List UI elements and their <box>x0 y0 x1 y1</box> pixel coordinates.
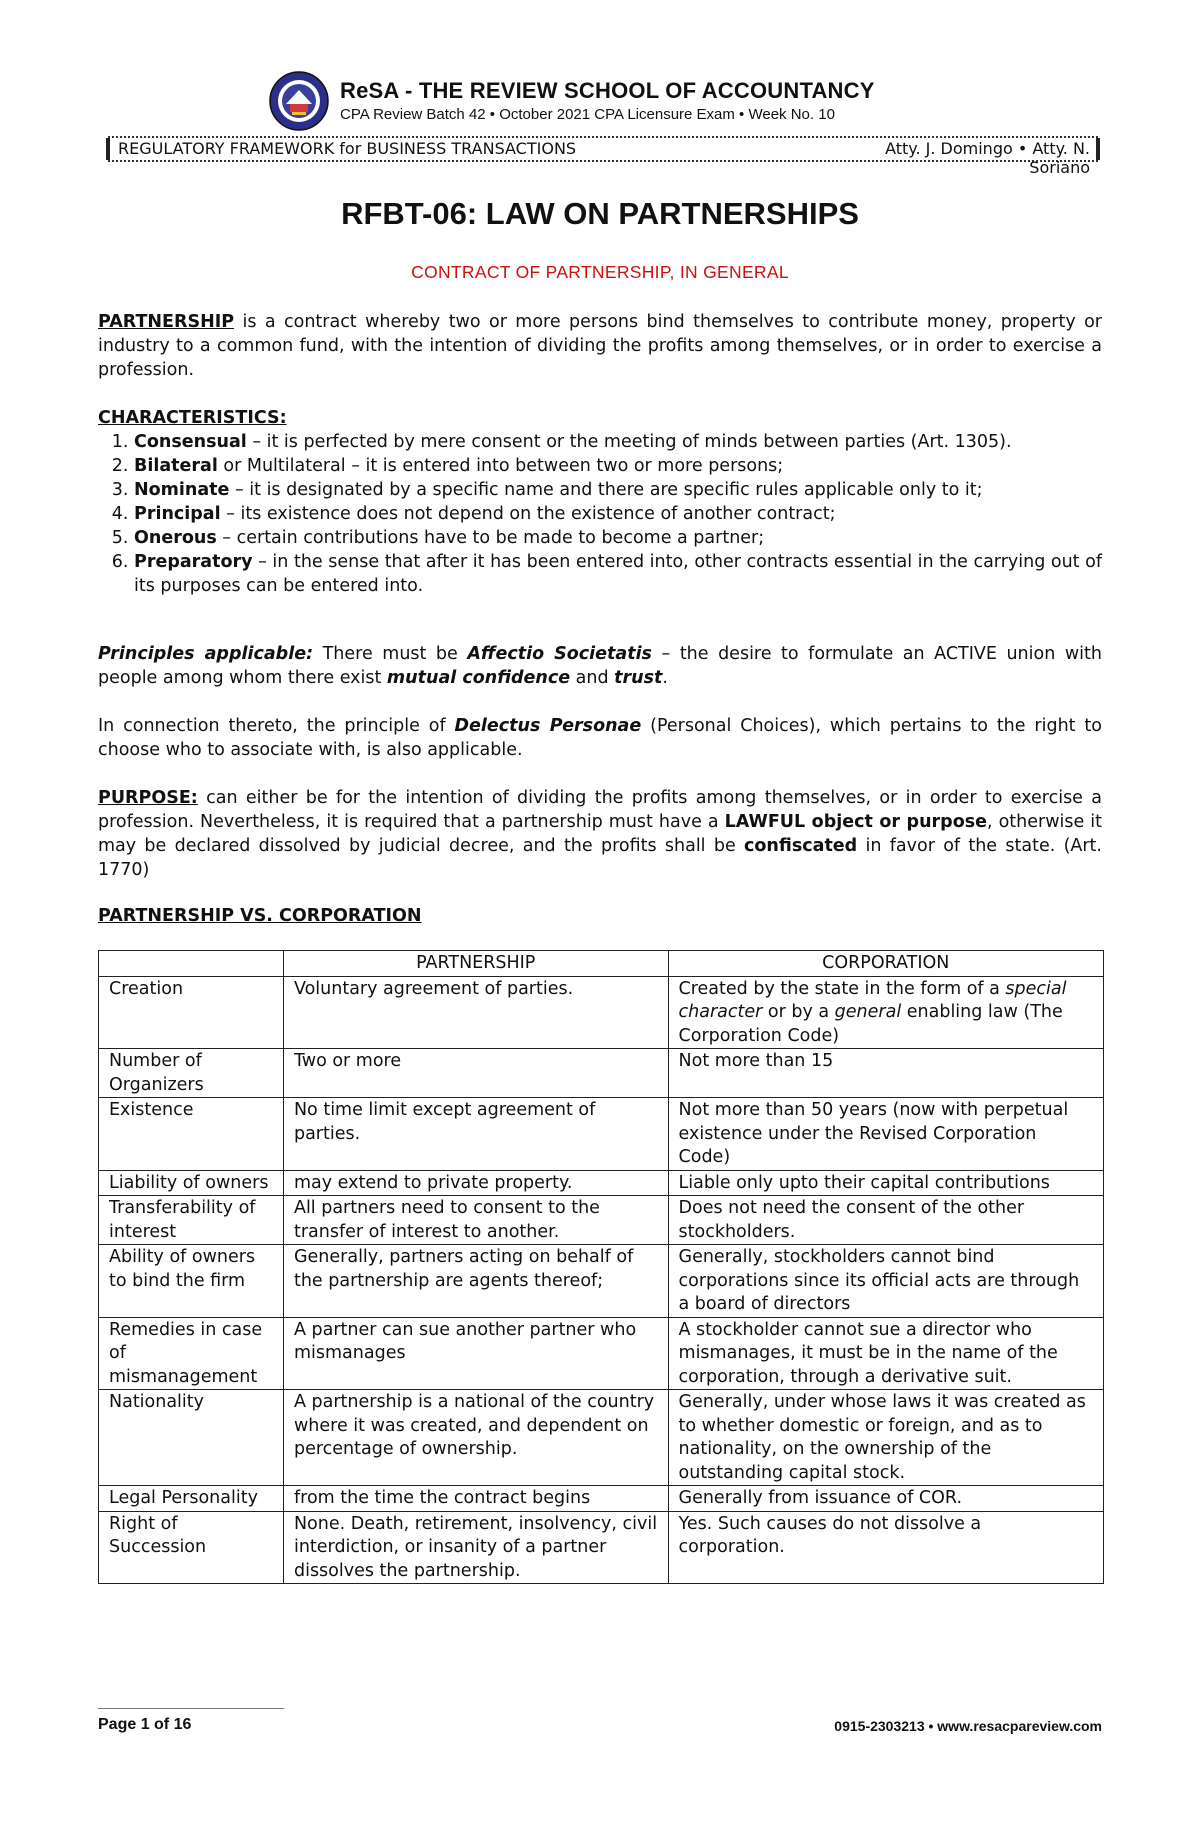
lawful-term: LAWFUL object or purpose <box>724 812 988 832</box>
partnership-cell: from the time the contract begins <box>283 1486 668 1512</box>
aspect-cell: Creation <box>99 976 284 1049</box>
partnership-cell: No time limit except agreement of parties. <box>283 1098 668 1171</box>
affectio-term: Affectio Societatis <box>467 644 652 664</box>
corporation-cell: Created by the state in the form of a special character or by a general enabling law (The Corporation Code) <box>668 976 1103 1049</box>
table-row <box>99 1317 1104 1390</box>
aspect-cell: Right of Succession <box>99 1511 284 1584</box>
instructors-label: Atty. J. Domingo • Atty. N. Soriano <box>885 139 1090 177</box>
aspect-cell: Legal Personality <box>99 1486 284 1512</box>
list-item: 5. Onerous – certain contributions have to be made to become a partner; <box>134 526 1102 550</box>
corporation-cell: Generally, under whose laws it was created as to whether domestic or foreign, and as to nationality, on the ownership of the outstanding capital stock. <box>668 1390 1103 1486</box>
list-item: 1. Consensual – it is perfected by mere consent or the meeting of minds between parties (Art. 1305). <box>134 430 1102 454</box>
table-row <box>99 1098 1104 1171</box>
list-item: 4. Principal – its existence does not depend on the existence of another contract; <box>134 502 1102 526</box>
corporation-cell: Not more than 50 years (now with perpetual existence under the Revised Corporation Code) <box>668 1098 1103 1171</box>
delectus-paragraph: In connection thereto, the principle of Delectus Personae (Personal Choices), which pertains to the right to choose who to associate with, is also applicable. <box>98 716 1103 760</box>
aspect-cell: Existence <box>99 1098 284 1171</box>
corporation-cell: Generally from issuance of COR. <box>668 1486 1103 1512</box>
list-item: 6. Preparatory – in the sense that after it has been entered into, other contracts essential in the carrying out of its purposes can be entered into. <box>134 550 1102 598</box>
trust-term: trust <box>614 668 663 688</box>
subject-label: REGULATORY FRAMEWORK for BUSINESS TRANSACTIONS <box>118 139 577 158</box>
school-name: ReSA - THE REVIEW SCHOOL OF ACCOUNTANCY <box>340 78 875 103</box>
column-header: PARTNERSHIP <box>283 951 668 977</box>
list-item: 3. Nominate – it is designated by a specific name and there are specific rules applicable only to it; <box>134 478 1102 502</box>
partnership-cell: None. Death, retirement, insolvency, civil interdiction, or insanity of a partner dissolves the partnership. <box>283 1511 668 1584</box>
definition-text: is a contract whereby two or more persons bind themselves to contribute money, property or industry to a common fund, with the intention of dividing the profits among themselves, or in order to exercise a profession. <box>98 312 1102 380</box>
aspect-cell: Ability of owners to bind the firm <box>99 1245 284 1318</box>
delectus-term: Delectus Personae <box>454 716 642 736</box>
mutual-term: mutual confidence <box>386 668 571 688</box>
section-title: CONTRACT OF PARTNERSHIP, IN GENERAL <box>411 262 789 282</box>
partnership-cell: A partner can sue another partner who mismanages <box>283 1317 668 1390</box>
corporation-cell: Does not need the consent of the other stockholders. <box>668 1196 1103 1245</box>
comparison-heading: PARTNERSHIP VS. CORPORATION <box>98 906 422 926</box>
table-row <box>99 1486 1104 1512</box>
contact-info: 0915-2303213 • www.resacpareview.com <box>834 1718 1102 1734</box>
corporation-cell: Liable only upto their capital contributions <box>668 1170 1103 1196</box>
list-item: 2. Bilateral or Multilateral – it is entered into between two or more persons; <box>134 454 1102 478</box>
characteristics-list <box>98 430 1102 598</box>
principles-paragraph: Principles applicable: There must be Affectio Societatis – the desire to formulate an ACTIVE union with people among whom there exist mutual confidence and trust. <box>98 644 1102 688</box>
definition-term: PARTNERSHIP <box>98 312 235 332</box>
table-row <box>99 976 1104 1049</box>
corporation-cell: Yes. Such causes do not dissolve a corporation. <box>668 1511 1103 1584</box>
corporation-cell: A stockholder cannot sue a director who mismanages, it must be in the name of the corporation, through a derivative suit. <box>668 1317 1103 1390</box>
table-row <box>99 1196 1104 1245</box>
partnership-cell: Voluntary agreement of parties. <box>283 976 668 1049</box>
column-header: CORPORATION <box>668 951 1103 977</box>
partnership-cell: All partners need to consent to the transfer of interest to another. <box>283 1196 668 1245</box>
corporation-cell: Not more than 15 <box>668 1049 1103 1098</box>
confiscated-term: confiscated <box>744 836 858 856</box>
column-header <box>99 951 284 977</box>
aspect-cell: Remedies in case of mismanagement <box>99 1317 284 1390</box>
purpose-paragraph: PURPOSE: can either be for the intention of dividing the profits among themselves, or in order to exercise a profession. Nevertheless, it is required that a partnership must have a LAWFUL object or purpose, otherwise it may be declared dissolved by judicial decree, and the profits shall be confiscated in favor of the state. (Art. 1770) <box>98 788 1102 880</box>
batch-info: CPA Review Batch 42 • October 2021 CPA Licensure Exam • Week No. 10 <box>340 106 835 123</box>
table-row <box>99 1049 1104 1098</box>
table-header-row <box>99 951 1104 977</box>
resa-logo-icon <box>268 70 330 132</box>
table-row <box>99 1245 1104 1318</box>
partnership-cell: A partnership is a national of the country where it was created, and dependent on percentage of ownership. <box>283 1390 668 1486</box>
aspect-cell: Liability of owners <box>99 1170 284 1196</box>
page-number: Page 1 of 16 <box>98 1716 192 1733</box>
partnership-cell: may extend to private property. <box>283 1170 668 1196</box>
document-title: RFBT-06: LAW ON PARTNERSHIPS <box>341 196 859 231</box>
corporation-cell: Generally, stockholders cannot bind corporations since its official acts are through a board of directors <box>668 1245 1103 1318</box>
comparison-table <box>98 950 1104 1584</box>
partnership-cell: Two or more <box>283 1049 668 1098</box>
aspect-cell: Nationality <box>99 1390 284 1486</box>
table-row <box>99 1390 1104 1486</box>
characteristics-heading: CHARACTERISTICS: <box>98 408 287 428</box>
purpose-heading: PURPOSE: <box>98 788 198 808</box>
definition-paragraph <box>98 310 1102 382</box>
aspect-cell: Transferability of interest <box>99 1196 284 1245</box>
aspect-cell: Number of Organizers <box>99 1049 284 1098</box>
table-row <box>99 1170 1104 1196</box>
footer-divider <box>98 1708 284 1709</box>
partnership-cell: Generally, partners acting on behalf of the partnership are agents thereof; <box>283 1245 668 1318</box>
characteristics-block <box>98 406 1102 598</box>
table-row <box>99 1511 1104 1584</box>
principles-label: Principles applicable: <box>98 644 314 664</box>
